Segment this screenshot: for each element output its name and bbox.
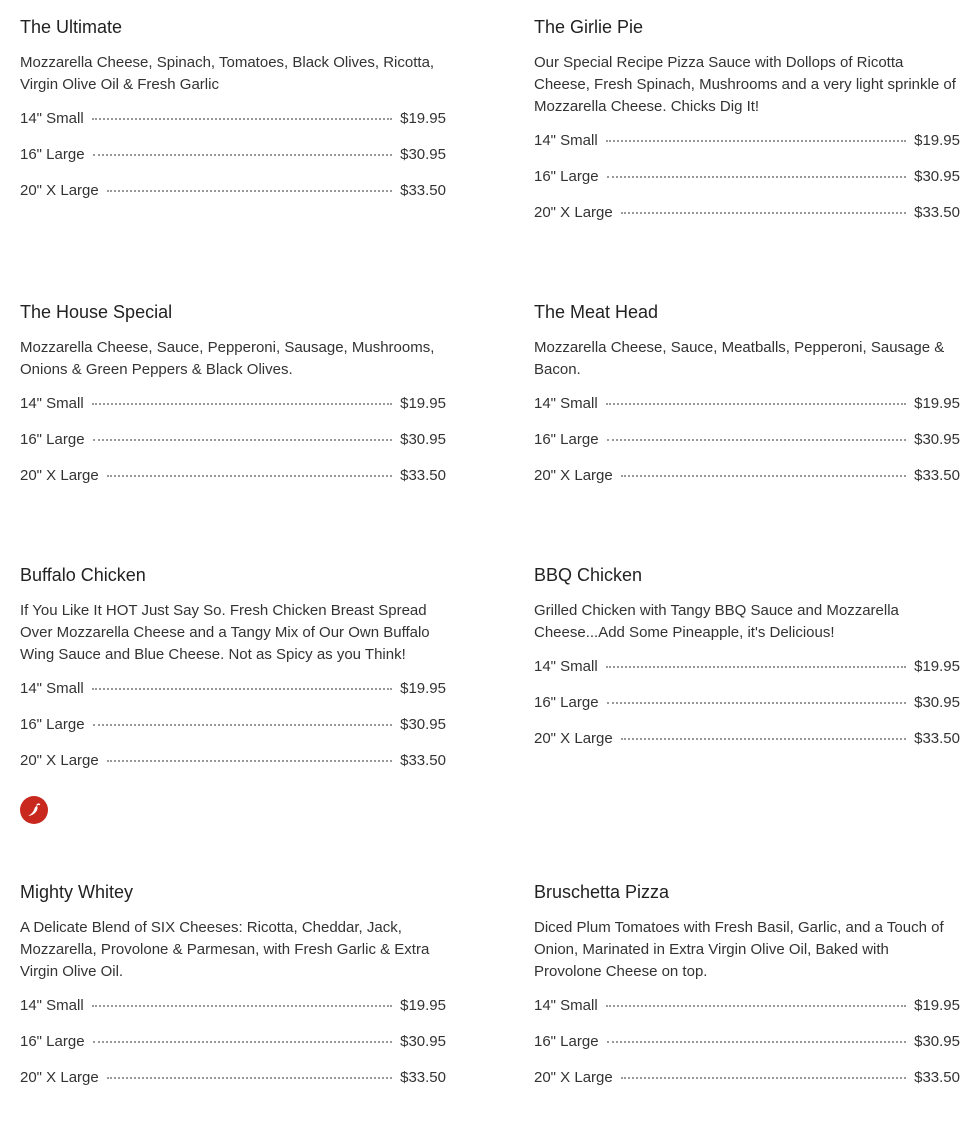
leader-dots xyxy=(93,1041,393,1043)
price: $19.95 xyxy=(914,658,960,675)
item-description: Mozzarella Cheese, Sauce, Pepperoni, Sausage, Mushrooms, Onions & Green Peppers & Black Olives. xyxy=(20,339,435,378)
leader-dots xyxy=(621,212,906,214)
size-row[interactable] xyxy=(20,431,446,467)
size-row[interactable] xyxy=(534,168,960,204)
price: $30.95 xyxy=(914,1033,960,1050)
price: $33.50 xyxy=(914,1069,960,1086)
item-description: Diced Plum Tomatoes with Fresh Basil, Garlic, and a Touch of Onion, Marinated in Extra Virgin Olive Oil, Baked with Provolone Cheese on top. xyxy=(534,919,944,980)
menu-item-mighty-whitey xyxy=(20,881,446,1105)
size-row[interactable] xyxy=(20,395,446,431)
leader-dots xyxy=(607,1041,907,1043)
size-label: 20" X Large xyxy=(20,182,99,199)
item-title: BBQ Chicken xyxy=(534,565,643,585)
spicy-badge xyxy=(20,796,48,824)
size-label: 14" Small xyxy=(20,110,84,127)
price: $33.50 xyxy=(914,467,960,484)
size-label: 16" Large xyxy=(20,431,85,448)
leader-dots xyxy=(92,403,392,405)
price: $30.95 xyxy=(400,146,446,163)
size-label: 16" Large xyxy=(20,1033,85,1050)
size-list xyxy=(20,110,446,218)
price: $33.50 xyxy=(914,730,960,747)
size-label: 14" Small xyxy=(534,658,598,675)
price: $33.50 xyxy=(914,204,960,221)
size-label: 14" Small xyxy=(20,680,84,697)
leader-dots xyxy=(107,190,392,192)
leader-dots xyxy=(107,760,392,762)
leader-dots xyxy=(93,439,393,441)
size-label: 16" Large xyxy=(20,716,85,733)
size-label: 20" X Large xyxy=(20,752,99,769)
size-label: 20" X Large xyxy=(534,467,613,484)
size-label: 14" Small xyxy=(534,997,598,1014)
size-list xyxy=(20,997,446,1105)
leader-dots xyxy=(107,1077,392,1079)
size-list xyxy=(534,658,960,766)
size-label: 14" Small xyxy=(534,132,598,149)
size-row[interactable] xyxy=(534,694,960,730)
size-label: 20" X Large xyxy=(534,1069,613,1086)
size-row[interactable] xyxy=(20,716,446,752)
price: $19.95 xyxy=(400,395,446,412)
size-row[interactable] xyxy=(534,132,960,168)
size-row[interactable] xyxy=(534,1069,960,1105)
size-row[interactable] xyxy=(534,658,960,694)
price: $30.95 xyxy=(914,168,960,185)
item-title: The Girlie Pie xyxy=(534,17,644,37)
size-row[interactable] xyxy=(20,1033,446,1069)
price: $33.50 xyxy=(400,182,446,199)
leader-dots xyxy=(606,140,906,142)
price: $33.50 xyxy=(400,1069,446,1086)
item-title: Bruschetta Pizza xyxy=(534,882,670,902)
size-row[interactable] xyxy=(20,1069,446,1105)
price: $33.50 xyxy=(400,467,446,484)
leader-dots xyxy=(92,688,392,690)
size-label: 14" Small xyxy=(20,997,84,1014)
size-list xyxy=(20,680,446,788)
item-description: A Delicate Blend of SIX Cheeses: Ricotta, Cheddar, Jack, Mozzarella, Provolone & Parmesan, with Fresh Garlic & Extra Virgin Olive Oil. xyxy=(20,919,430,980)
size-row[interactable] xyxy=(20,997,446,1033)
leader-dots xyxy=(621,1077,906,1079)
item-description: Our Special Recipe Pizza Sauce with Dollops of Ricotta Cheese, Fresh Spinach, Mushrooms and a very light sprinkle of Mozzarella Cheese. Chicks Dig It! xyxy=(534,54,956,115)
leader-dots xyxy=(621,475,906,477)
size-row[interactable] xyxy=(20,467,446,503)
size-label: 20" X Large xyxy=(20,467,99,484)
size-row[interactable] xyxy=(20,110,446,146)
price: $19.95 xyxy=(400,110,446,127)
size-label: 16" Large xyxy=(534,694,599,711)
size-label: 20" X Large xyxy=(20,1069,99,1086)
leader-dots xyxy=(93,154,393,156)
price: $30.95 xyxy=(400,1033,446,1050)
size-label: 20" X Large xyxy=(534,730,613,747)
price: $30.95 xyxy=(400,716,446,733)
price: $19.95 xyxy=(400,997,446,1014)
size-list xyxy=(534,395,960,503)
leader-dots xyxy=(606,666,906,668)
price: $19.95 xyxy=(400,680,446,697)
item-description: Mozzarella Cheese, Spinach, Tomatoes, Black Olives, Ricotta, Virgin Olive Oil & Fresh Garlic xyxy=(20,54,435,93)
size-label: 20" X Large xyxy=(534,204,613,221)
leader-dots xyxy=(107,475,392,477)
price: $33.50 xyxy=(400,752,446,769)
price: $19.95 xyxy=(914,132,960,149)
leader-dots xyxy=(607,439,907,441)
size-label: 16" Large xyxy=(20,146,85,163)
price: $19.95 xyxy=(914,997,960,1014)
item-title: The Meat Head xyxy=(534,302,659,322)
price: $30.95 xyxy=(914,694,960,711)
size-label: 16" Large xyxy=(534,431,599,448)
size-label: 16" Large xyxy=(534,1033,599,1050)
size-row[interactable] xyxy=(534,730,960,766)
leader-dots xyxy=(606,1005,906,1007)
leader-dots xyxy=(92,118,392,120)
item-title: The Ultimate xyxy=(20,17,123,37)
item-description: Grilled Chicken with Tangy BBQ Sauce and Mozzarella Cheese...Add Some Pineapple, it's Delicious! xyxy=(534,602,899,641)
menu-item-the-meat-head xyxy=(534,301,960,503)
size-list xyxy=(534,997,960,1105)
size-row[interactable] xyxy=(534,431,960,467)
menu-item-buffalo-chicken xyxy=(20,564,446,788)
size-row[interactable] xyxy=(534,467,960,503)
leader-dots xyxy=(606,403,906,405)
leader-dots xyxy=(92,1005,392,1007)
size-row[interactable] xyxy=(20,146,446,182)
leader-dots xyxy=(93,724,393,726)
leader-dots xyxy=(607,176,907,178)
size-row[interactable] xyxy=(534,1033,960,1069)
size-row[interactable] xyxy=(534,204,960,240)
item-title: Mighty Whitey xyxy=(20,882,134,902)
price: $30.95 xyxy=(400,431,446,448)
size-label: 14" Small xyxy=(20,395,84,412)
leader-dots xyxy=(621,738,906,740)
item-description: If You Like It HOT Just Say So. Fresh Chicken Breast Spread Over Mozzarella Cheese and a Tangy Mix of Our Own Buffalo Wing Sauce and Blue Cheese. Not as Spicy as you Think! xyxy=(20,602,430,663)
size-list xyxy=(534,132,960,240)
menu-item-the-house-special xyxy=(20,301,446,503)
menu-item-bbq-chicken xyxy=(534,564,960,766)
item-title: The House Special xyxy=(20,302,173,322)
chili-pepper-icon xyxy=(26,802,42,818)
size-label: 14" Small xyxy=(534,395,598,412)
price: $30.95 xyxy=(914,431,960,448)
item-title: Buffalo Chicken xyxy=(20,565,146,585)
menu-item-the-girlie-pie xyxy=(534,16,960,240)
size-list xyxy=(20,395,446,503)
leader-dots xyxy=(607,702,907,704)
size-row[interactable] xyxy=(20,182,446,218)
price: $19.95 xyxy=(914,395,960,412)
item-description: Mozzarella Cheese, Sauce, Meatballs, Pepperoni, Sausage & Bacon. xyxy=(534,339,945,378)
menu-item-the-ultimate xyxy=(20,16,446,218)
menu-item-bruschetta-pizza xyxy=(534,881,960,1105)
size-row[interactable] xyxy=(20,752,446,788)
size-row[interactable] xyxy=(20,680,446,716)
size-row[interactable] xyxy=(534,997,960,1033)
size-label: 16" Large xyxy=(534,168,599,185)
size-row[interactable] xyxy=(534,395,960,431)
